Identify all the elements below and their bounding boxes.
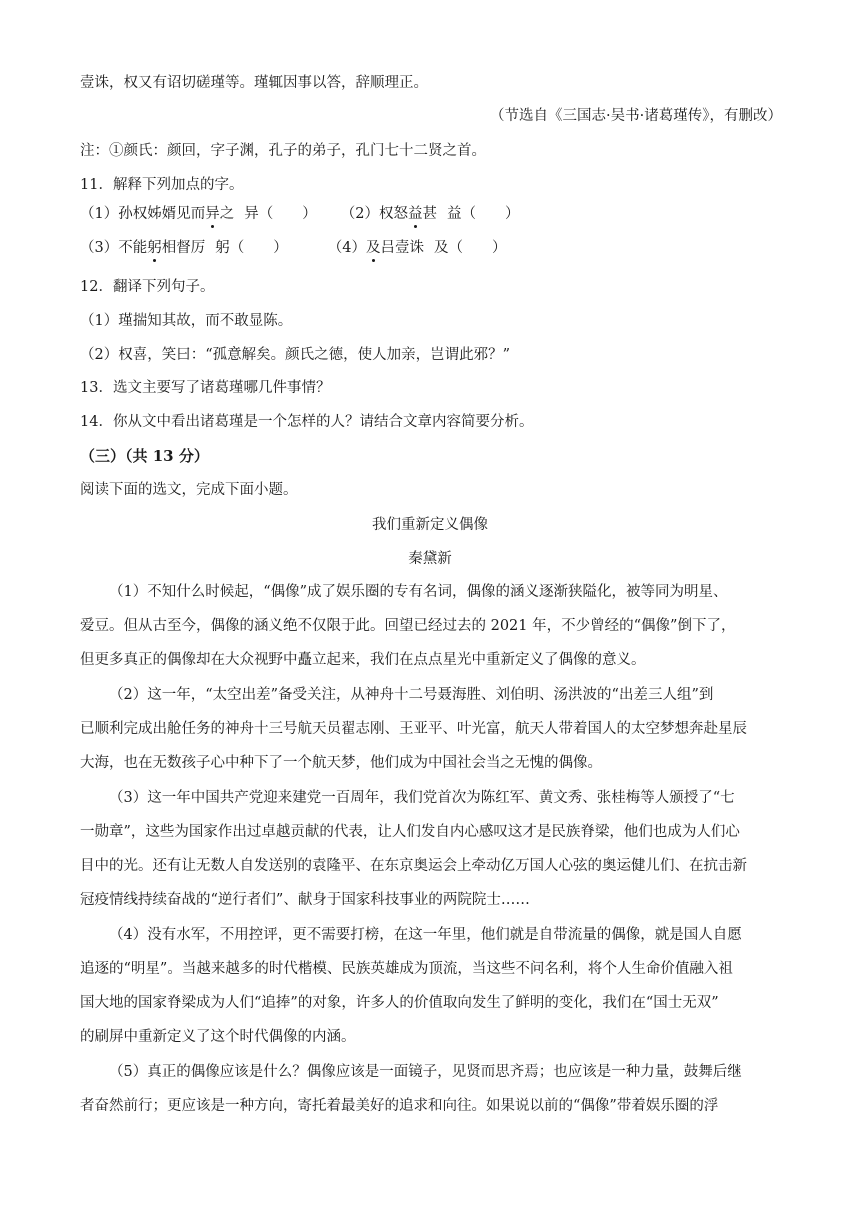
article-line: （5）真正的偶像应该是什么？偶像应该是一面镜子，见贤而思齐焉；也应该是一种力量，鼓舞后继 bbox=[109, 1064, 742, 1080]
q11-key-2: 益 bbox=[446, 206, 462, 222]
q11-key-1: 异 bbox=[244, 206, 259, 222]
question-12-sentence-1: （1）瑾揣知其故，而不敢显陈。 bbox=[80, 313, 293, 329]
article-author: 秦黛新 bbox=[408, 551, 452, 567]
answer-blank-1[interactable]: （ ） bbox=[258, 206, 317, 222]
annotation-note: 注：①颜氏：颜回，字子渊，孔子的弟子，孔门七十二贤之首。 bbox=[80, 143, 486, 159]
q11-item-4: （4）及吕壹诛 bbox=[327, 240, 424, 256]
article-line: （4）没有水军，不用控评，更不需要打榜，在这一年里，他们就是自带流量的偶像，就是国人自愿 bbox=[109, 927, 742, 943]
section-instruction: 阅读下面的选文，完成下面小题。 bbox=[80, 482, 298, 498]
q11-key-3: 躬 bbox=[215, 240, 230, 256]
dotted-char: 躬 bbox=[147, 240, 162, 256]
article-line: （1）不知什么时候起，“偶像”成了娱乐圈的专有名词，偶像的涵义逐渐狭隘化，被等同为明星、 bbox=[109, 584, 728, 600]
article-line: 者奋然前行；更应该是一种方向，寄托着最美好的追求和向往。如果说以前的“偶像”带着娱乐圈的浮 bbox=[80, 1098, 719, 1114]
answer-blank-2[interactable]: （ ） bbox=[461, 206, 520, 222]
article-line: （3）这一年中国共产党迎来建党一百周年，我们党首次为陈红军、黄文秀、张桂梅等人颁授了“七 bbox=[109, 790, 735, 806]
q11-item-2: （2）权怒益甚 bbox=[340, 206, 437, 222]
article-title: 我们重新定义偶像 bbox=[372, 517, 488, 533]
article-line: 但更多真正的偶像却在大众视野中矗立起来，我们在点点星光中重新定义了偶像的意义。 bbox=[80, 652, 646, 668]
question-13: 13．选文主要写了诸葛瑾哪几件事情？ bbox=[80, 380, 331, 396]
q11-key-4: 及 bbox=[433, 240, 449, 256]
dotted-char: 及 bbox=[365, 240, 381, 256]
answer-blank-3[interactable]: （ ） bbox=[229, 240, 288, 256]
passage-tail-line: 壹诛，权又有诏切磋瑾等。瑾辄因事以答，辞顺理正。 bbox=[80, 75, 428, 91]
section-heading: （三）（共 13 分） bbox=[80, 447, 209, 465]
article-line: 目中的光。还有让无数人自发送别的袁隆平、在东京奥运会上牵动亿万国人心弦的奥运健儿们、在抗击新 bbox=[80, 858, 747, 874]
article-line: 一勋章”，这些为国家作出过卓越贡献的代表，让人们发自内心感叹这才是民族脊梁，他们也成为人们心 bbox=[80, 824, 740, 840]
article-line: 的刷屏中重新定义了这个时代偶像的内涵。 bbox=[80, 1029, 356, 1045]
question-14: 14．你从文中看出诸葛瑾是一个怎样的人？请结合文章内容简要分析。 bbox=[80, 414, 534, 430]
dotted-char: 异 bbox=[205, 206, 220, 222]
question-11-row-1 bbox=[80, 204, 780, 224]
article-line: 追逐的“明星”。当越来越多的时代楷模、民族英雄成为顶流，当这些不问名利，将个人生命价值融入祖 bbox=[80, 961, 733, 977]
question-11-stem: 11．解释下列加点的字。 bbox=[80, 177, 244, 193]
q11-item-3: （3）不能躬相督厉 bbox=[80, 240, 206, 256]
question-12-sentence-2: （2）权喜，笑曰：“孤意解矣。颜氏之德，使人加亲，岂谓此邪？” bbox=[80, 347, 511, 363]
answer-blank-4[interactable]: （ ） bbox=[448, 240, 507, 256]
article-line: （2）这一年，“太空出差”备受关注，从神舟十二号聂海胜、刘伯明、汤洪波的“出差三人组”到 bbox=[109, 687, 714, 703]
article-line: 国大地的国家脊梁成为人们“追捧”的对象，许多人的价值取向发生了鲜明的变化，我们在“国士无双” bbox=[80, 995, 719, 1011]
article-line: 已顺利完成出舱任务的神舟十三号航天员翟志刚、王亚平、叶光富，航天人带着国人的太空梦想奔赴星辰 bbox=[80, 721, 747, 737]
source-citation: （节选自《三国志·吴书·诸葛瑾传》，有删改） bbox=[490, 108, 782, 124]
article-line: 爱豆。但从古至今，偶像的涵义绝不仅限于此。回望已经过去的 2021 年，不少曾经的“偶像”倒下了， bbox=[80, 618, 736, 634]
q11-item-1: （1）孙权姊婿见而异之 bbox=[80, 206, 235, 222]
article-line: 大海，也在无数孩子心中种下了一个航天梦，他们成为中国社会当之无愧的偶像。 bbox=[80, 755, 602, 771]
dotted-char: 益 bbox=[407, 206, 423, 222]
question-11-row-2 bbox=[80, 238, 780, 258]
article-line: 冠疫情线持续奋战的“逆行者们”、献身于国家科技事业的两院院士…… bbox=[80, 892, 530, 908]
question-12-stem: 12．翻译下列句子。 bbox=[80, 279, 215, 295]
